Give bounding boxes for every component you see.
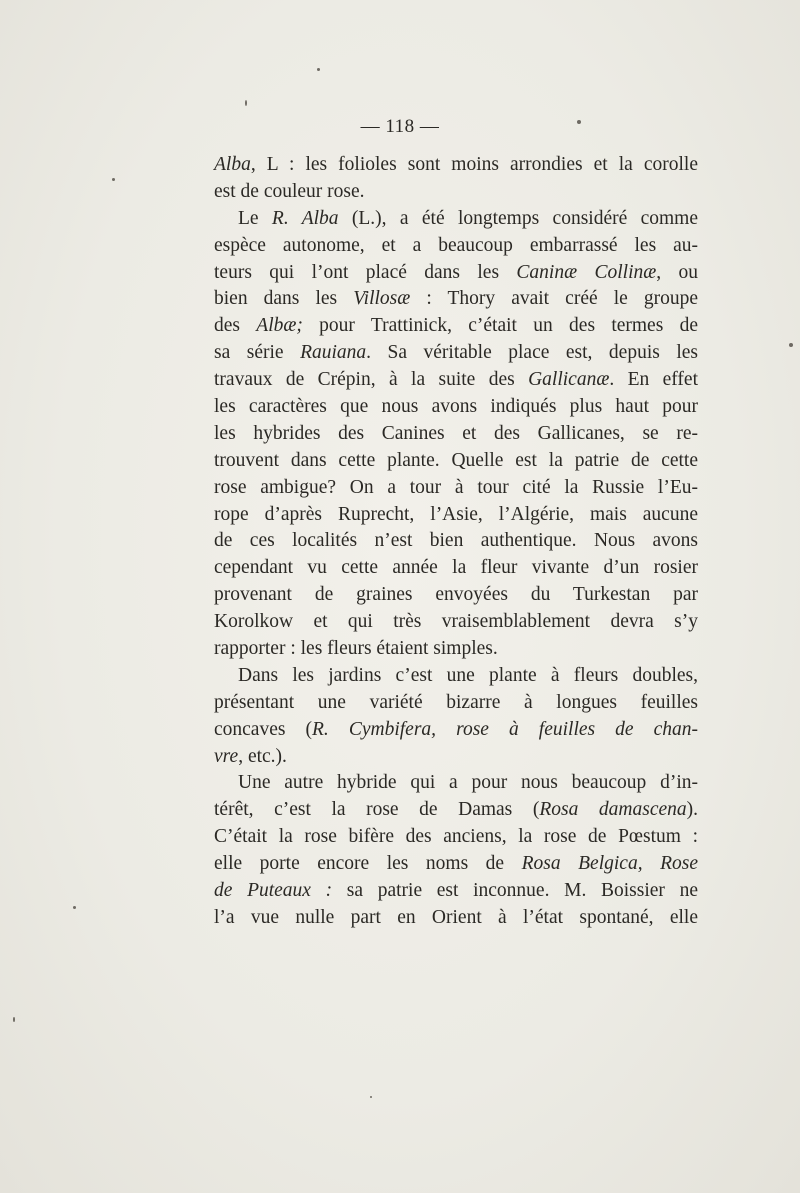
text-line <box>214 770 698 797</box>
text-line <box>214 528 698 555</box>
italic-text: Albæ; <box>256 315 303 337</box>
text-line <box>214 636 698 663</box>
scan-speck <box>112 178 115 181</box>
text-run: : Thory avait créé le groupe <box>410 288 698 310</box>
text-line <box>214 233 698 260</box>
page-number: — 118 — <box>360 116 440 137</box>
text-run: bien dans les <box>214 288 354 310</box>
text-run: C’était la rose bifère des anciens, la rose de Pœstum : <box>214 826 698 848</box>
italic-text: Rosa Belgica, Rose <box>521 853 699 875</box>
scan-speck <box>577 120 581 124</box>
text-line <box>214 824 698 851</box>
text-line <box>214 179 698 206</box>
text-line <box>214 367 698 394</box>
text-run: , L : les folioles sont moins arrondies et la corolle <box>250 154 698 175</box>
text-run: les hybrides des Canines et des Gallicanes, se re- <box>214 422 698 444</box>
italic-text: R. Alba <box>271 207 339 229</box>
italic-text: Alba <box>214 154 251 175</box>
text-run: Dans les jardins c’est une plante à fleurs doubles, <box>238 664 698 686</box>
text-run: teurs qui l’ont placé dans les <box>214 261 517 283</box>
text-line <box>214 152 698 179</box>
scan-speck <box>370 1096 372 1098</box>
text-run: cependant vu cette année la fleur vivante d’un rosier <box>214 557 698 579</box>
italic-text: R. Cymbifera, rose à feuilles de chan- <box>312 718 698 740</box>
text-run: sa série <box>214 342 301 364</box>
text-run: . En effet <box>609 369 698 391</box>
text-line <box>214 663 698 690</box>
text-line <box>214 717 698 744</box>
italic-text: Rauiana <box>300 342 367 364</box>
text-line <box>214 744 698 771</box>
text-line <box>214 609 698 636</box>
text-run: les caractères que nous avons indiqués plus haut pour <box>214 396 698 418</box>
text-run: térêt, c’est la rose de Damas ( <box>214 799 540 821</box>
italic-text: Villosæ <box>353 288 411 310</box>
text-line <box>214 690 698 717</box>
text-line <box>214 555 698 582</box>
text-line <box>214 286 698 313</box>
text-run: elle porte encore les noms de <box>214 853 522 875</box>
text-run: Le <box>238 207 272 229</box>
text-run: de ces localités n’est bien authentique. Nous avons <box>214 530 698 552</box>
text-line <box>214 448 698 475</box>
text-run: . Sa véritable place est, depuis les <box>366 342 698 364</box>
text-run: , etc.). <box>238 745 287 767</box>
text-line <box>214 878 698 905</box>
text-run: sa patrie est inconnue. M. Boissier ne <box>332 880 698 902</box>
text-line <box>214 851 698 878</box>
text-run: des <box>214 315 257 337</box>
italic-text: Caninæ Collinæ <box>516 261 657 283</box>
text-line <box>214 260 698 287</box>
text-run: trouvent dans cette plante. Quelle est la patrie de cette <box>214 449 698 471</box>
text-run: est de couleur rose. <box>214 180 365 202</box>
text-run: travaux de Crépin, à la suite des <box>214 369 529 391</box>
text-line <box>214 475 698 502</box>
text-run: rapporter : les fleurs étaient simples. <box>214 638 498 660</box>
body-text <box>214 152 698 932</box>
text-run: , ou <box>656 261 698 283</box>
scan-speck <box>73 906 76 909</box>
text-run: Une autre hybride qui a pour nous beaucoup d’in- <box>238 772 698 794</box>
text-run: pour Trattinick, c’était un des termes de <box>302 315 698 337</box>
italic-text: Gallicanæ <box>528 369 610 391</box>
italic-text: vre <box>214 745 239 767</box>
text-line <box>214 340 698 367</box>
text-run: l’a vue nulle part en Orient à l’état spontané, elle <box>214 906 698 928</box>
text-line <box>214 206 698 233</box>
scan-speck <box>245 100 247 106</box>
text-line <box>214 582 698 609</box>
scan-speck <box>789 343 793 347</box>
text-run: concaves ( <box>214 718 312 740</box>
text-line <box>214 797 698 824</box>
text-run: Korolkow et qui très vraisemblablement devra s’y <box>214 611 698 633</box>
text-run: ). <box>686 799 698 821</box>
text-run: espèce autonome, et a beaucoup embarrassé les au- <box>214 234 698 256</box>
text-run: rope d’après Ruprecht, l’Asie, l’Algérie, mais aucune <box>214 503 698 525</box>
text-line <box>214 502 698 529</box>
text-line <box>214 905 698 932</box>
text-line <box>214 313 698 340</box>
italic-text: Rosa damascena <box>539 799 687 821</box>
text-run: rose ambigue? On a tour à tour cité la Russie l’Eu- <box>214 476 698 498</box>
text-line <box>214 394 698 421</box>
text-run: présentant une variété bizarre à longues feuilles <box>214 691 698 713</box>
text-line <box>214 421 698 448</box>
scan-speck <box>317 68 320 71</box>
text-run: provenant de graines envoyées du Turkestan par <box>214 584 698 606</box>
scan-speck <box>13 1017 15 1022</box>
text-run: (L.), a été longtemps considéré comme <box>338 207 698 229</box>
italic-text: de Puteaux : <box>214 880 333 902</box>
